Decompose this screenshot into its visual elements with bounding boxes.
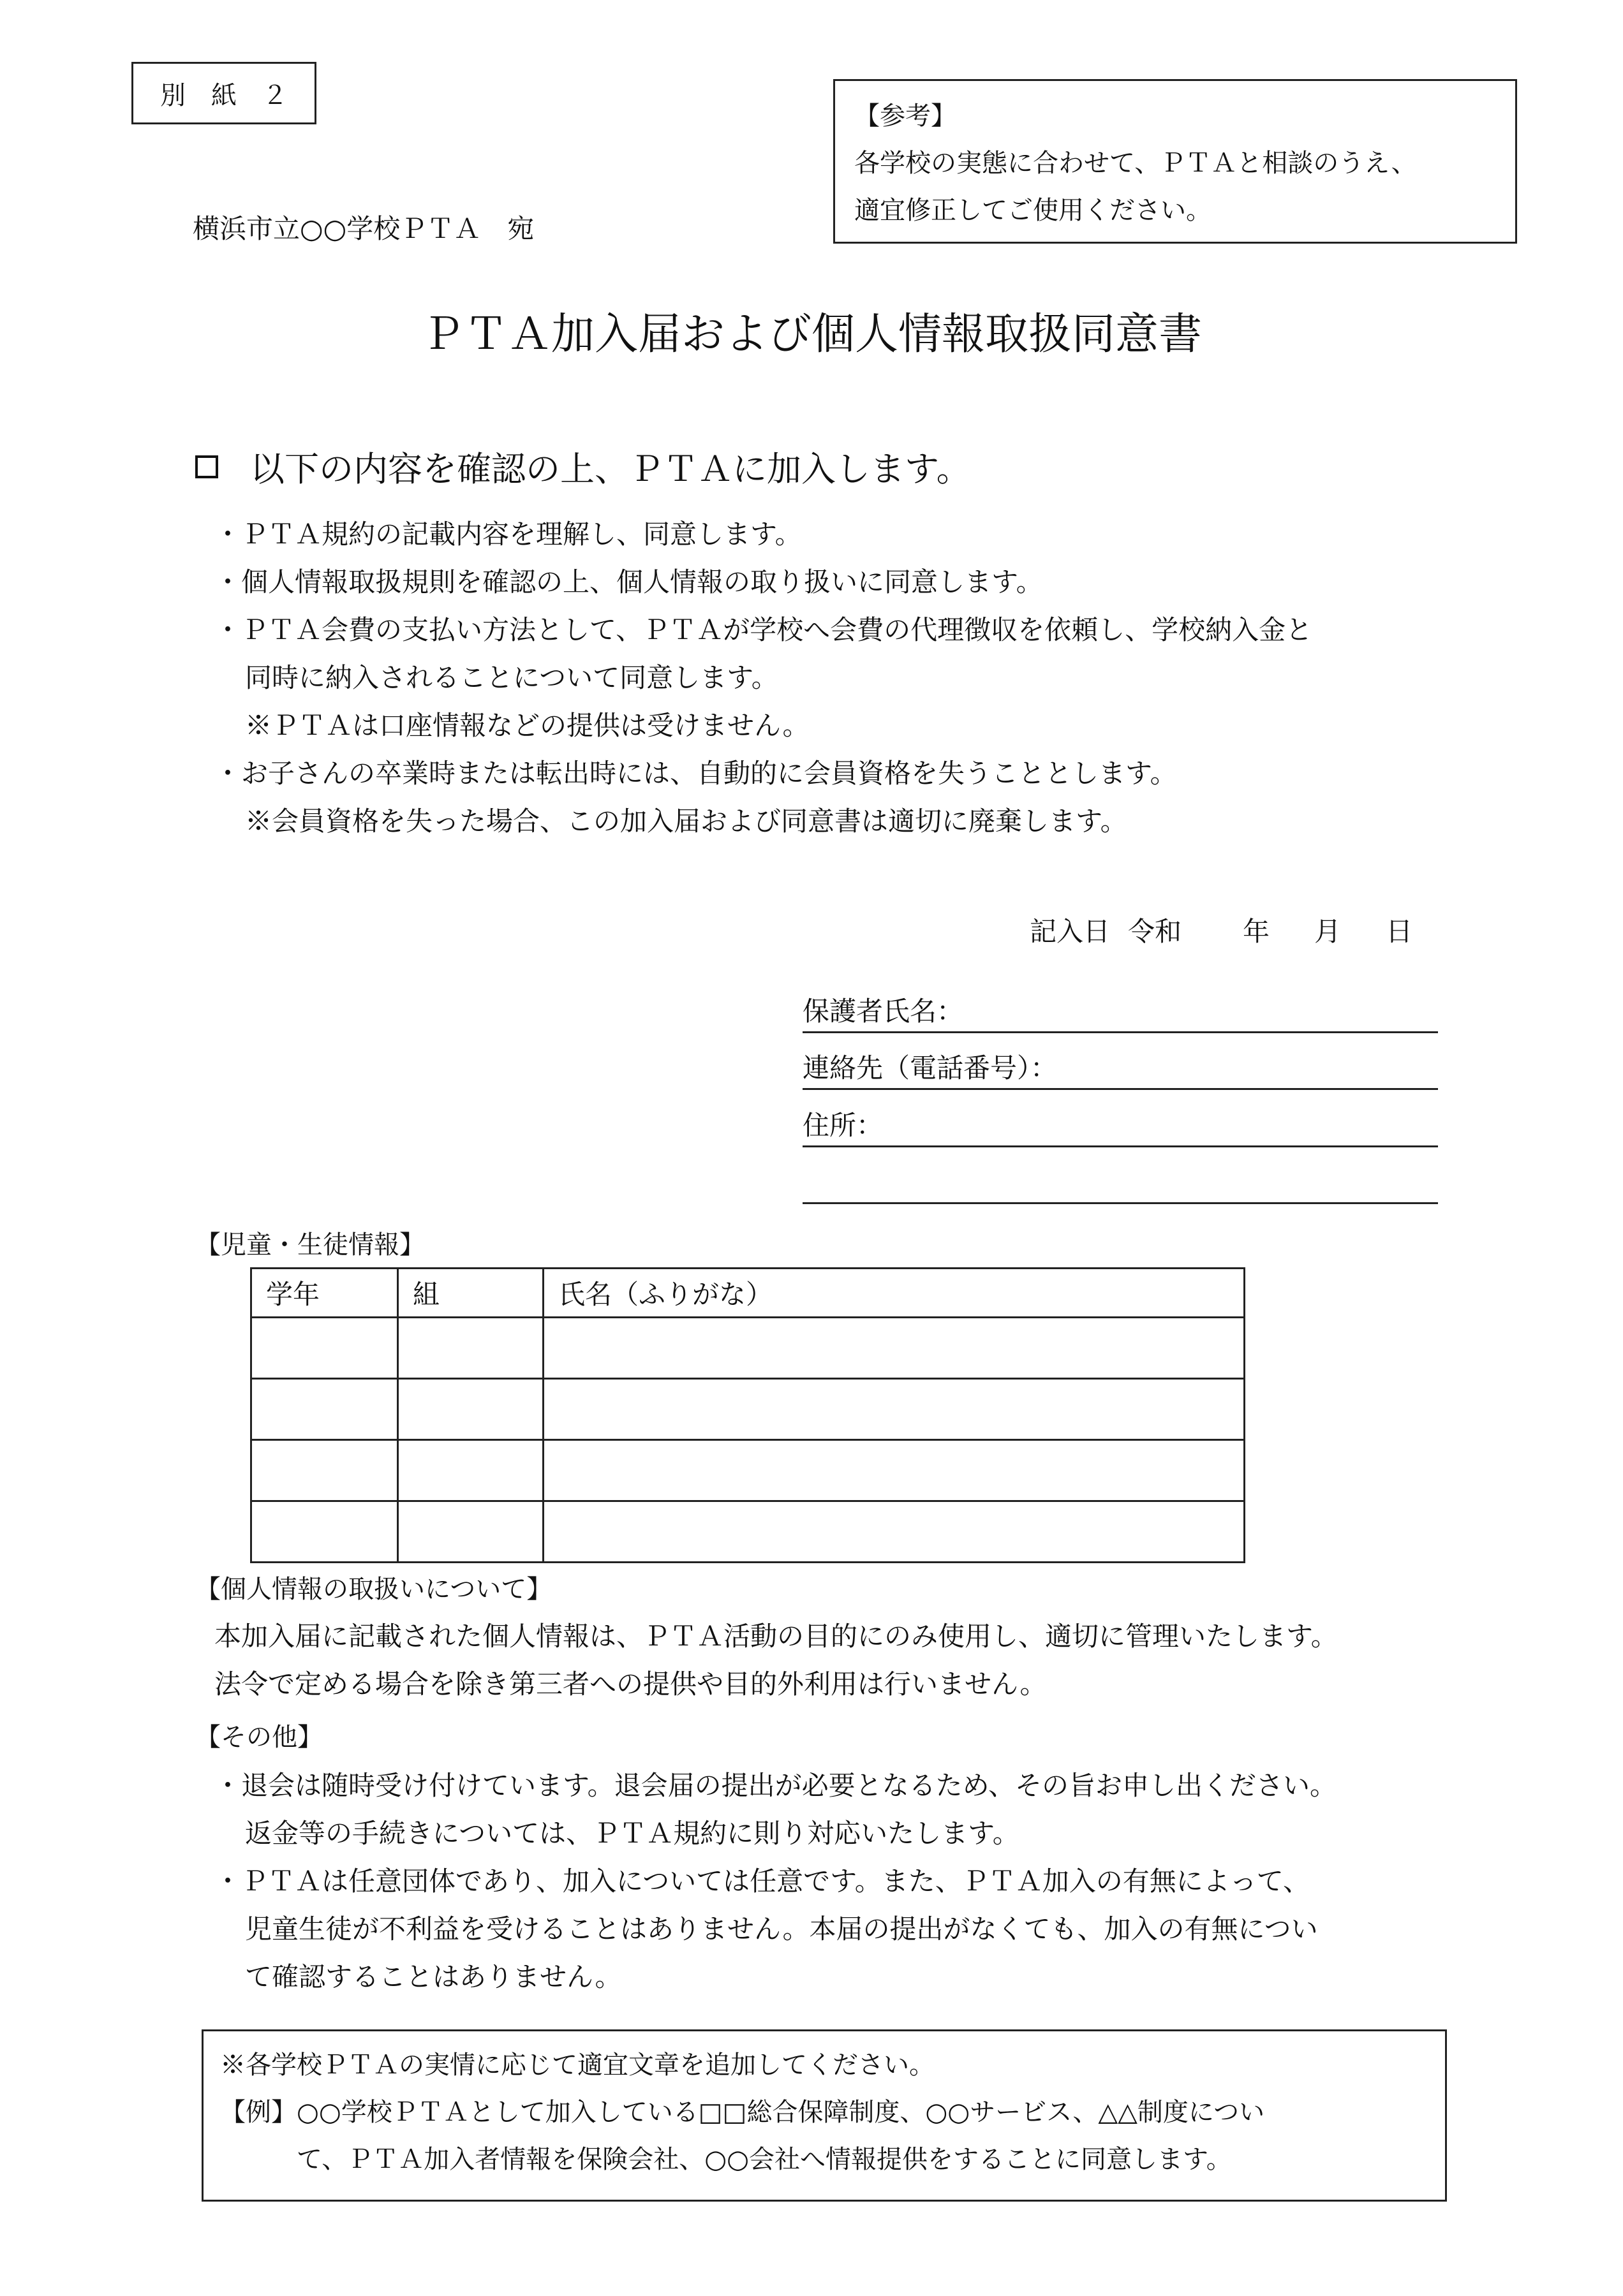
name-cell[interactable] bbox=[544, 1318, 1245, 1379]
page-title: ＰＴＡ加入届および個人情報取扱同意書 bbox=[420, 309, 1202, 360]
note-line: ※各学校ＰＴＡの実情に応じて適宜文章を追加してください。 bbox=[220, 2050, 935, 2080]
other-line: ・退会は随時受け付けています。退会届の提出が必要となるため、その旨お申し出ください。 bbox=[214, 1770, 1337, 1801]
class-cell[interactable] bbox=[398, 1379, 544, 1440]
bullet-item: 同時に納入されることについて同意します。 bbox=[245, 662, 778, 693]
table-header-row bbox=[251, 1269, 1245, 1318]
agree-heading bbox=[195, 442, 971, 491]
table-row bbox=[251, 1318, 1245, 1379]
reference-title: 【参考】 bbox=[854, 101, 956, 131]
grade-cell[interactable] bbox=[251, 1440, 398, 1501]
name-cell[interactable] bbox=[544, 1501, 1245, 1563]
note-box bbox=[202, 2029, 1447, 2202]
other-line: 児童生徒が不利益を受けることはありません。本届の提出がなくても、加入の有無につい bbox=[245, 1913, 1318, 1945]
note-line: て、ＰＴＡ加入者情報を保険会社、○○会社へ情報提供をすることに同意します。 bbox=[297, 2145, 1232, 2174]
privacy-title: 【個人情報の取扱いについて】 bbox=[195, 1575, 552, 1604]
class-cell[interactable] bbox=[398, 1318, 544, 1379]
attachment-label-text: 別 紙 ２ bbox=[160, 80, 288, 110]
class-cell[interactable] bbox=[398, 1501, 544, 1563]
other-title: 【その他】 bbox=[195, 1723, 323, 1752]
bullet-item: ・個人情報取扱規則を確認の上、個人情報の取り扱いに同意します。 bbox=[214, 566, 1043, 598]
address-field-line2[interactable] bbox=[803, 1163, 1438, 1204]
bullet-note: ※ＰＴＡは口座情報などの提供は受けません。 bbox=[245, 710, 810, 741]
grade-cell[interactable] bbox=[251, 1379, 398, 1440]
bullet-item: ・お子さんの卒業時または転出時には、自動的に会員資格を失うこととします。 bbox=[214, 758, 1177, 789]
other-line: 返金等の手続きについては、ＰＴＡ規約に則り対応いたします。 bbox=[245, 1818, 1019, 1849]
note-line: 【例】○○学校ＰＴＡとして加入している□□総合保障制度、○○サービス、△△制度につい bbox=[220, 2098, 1265, 2127]
other-text bbox=[214, 1762, 1337, 2001]
entry-date bbox=[1030, 911, 1412, 949]
date-label: 記入日 bbox=[1030, 916, 1111, 947]
grade-cell[interactable] bbox=[251, 1318, 398, 1379]
privacy-line: 本加入届に記載された個人情報は、ＰＴＡ活動の目的にのみ使用し、適切に管理いたします。 bbox=[214, 1621, 1338, 1652]
student-info-title: 【児童・生徒情報】 bbox=[195, 1230, 425, 1260]
column-class: 組 bbox=[398, 1269, 544, 1318]
bullet-item: ・ＰＴＡ会費の支払い方法として、ＰＴＡが学校へ会費の代理徴収を依頼し、学校納入金と bbox=[214, 614, 1313, 645]
other-line: て確認することはありません。 bbox=[245, 1961, 622, 1992]
phone-field[interactable] bbox=[803, 1049, 1438, 1090]
reference-line: 適宜修正してご使用ください。 bbox=[854, 196, 1212, 225]
attachment-label bbox=[131, 62, 316, 124]
address-field[interactable] bbox=[803, 1107, 1438, 1147]
grade-cell[interactable] bbox=[251, 1501, 398, 1563]
bullet-item: ・ＰＴＡ規約の記載内容を理解し、同意します。 bbox=[214, 519, 802, 550]
guardian-name-field[interactable] bbox=[803, 992, 1438, 1033]
privacy-line: 法令で定める場合を除き第三者への提供や目的外利用は行いません。 bbox=[214, 1668, 1047, 1700]
agree-checkbox[interactable] bbox=[195, 455, 218, 478]
class-cell[interactable] bbox=[398, 1440, 544, 1501]
date-era: 令和 bbox=[1128, 916, 1182, 947]
agree-heading-text: 以下の内容を確認の上、ＰＴＡに加入します。 bbox=[250, 449, 971, 489]
column-name: 氏名（ふりがな） bbox=[544, 1269, 1245, 1318]
student-table bbox=[250, 1267, 1245, 1563]
column-grade: 学年 bbox=[251, 1269, 398, 1318]
table-row bbox=[251, 1379, 1245, 1440]
address-label: 住所： bbox=[803, 1110, 884, 1141]
date-month: 月 bbox=[1314, 916, 1342, 947]
bullet-note: ※会員資格を失った場合、この加入届および同意書は適切に廃棄します。 bbox=[245, 806, 1127, 837]
agreement-bullets bbox=[214, 510, 1312, 845]
name-cell[interactable] bbox=[544, 1440, 1245, 1501]
date-year: 年 bbox=[1243, 916, 1270, 947]
reference-box bbox=[833, 79, 1517, 244]
guardian-name-label: 保護者氏名： bbox=[803, 996, 964, 1027]
date-day: 日 bbox=[1386, 916, 1413, 947]
addressee: 横浜市立○○学校ＰＴＡ 宛 bbox=[193, 213, 535, 244]
reference-line: 各学校の実態に合わせて、ＰＴＡと相談のうえ、 bbox=[854, 149, 1417, 178]
phone-label: 連絡先（電話番号）： bbox=[803, 1052, 1058, 1084]
table-row bbox=[251, 1501, 1245, 1563]
privacy-text bbox=[214, 1612, 1338, 1708]
name-cell[interactable] bbox=[544, 1379, 1245, 1440]
other-line: ・ＰＴＡは任意団体であり、加入については任意です。また、ＰＴＡ加入の有無によって、 bbox=[214, 1866, 1310, 1897]
table-row bbox=[251, 1440, 1245, 1501]
